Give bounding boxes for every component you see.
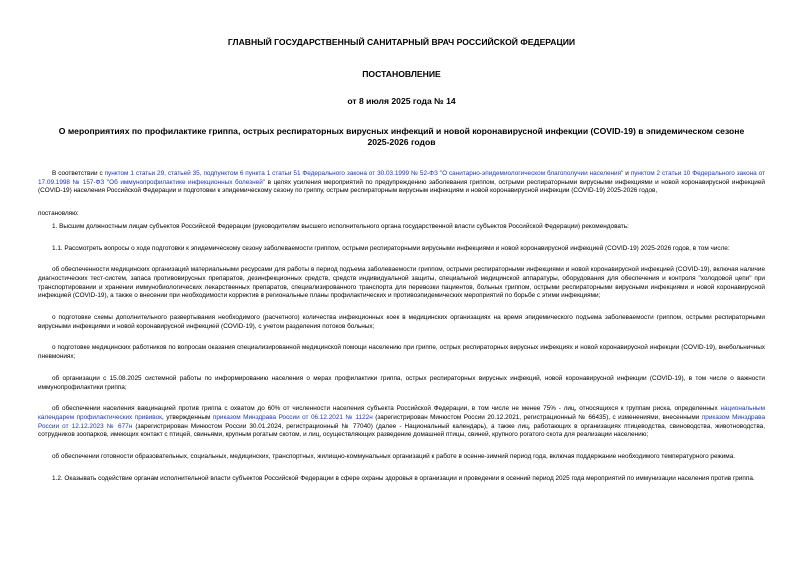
document-date-number: от 8 июля 2025 года № 14 [347, 96, 456, 106]
vaccination-text-3: (зарегистрирован Минюстом России 20.12.2021, регистрационный № 66435), с изменениями, внесенными [372, 413, 702, 421]
paragraph-1-2: 1.2. Оказывать содействие органам исполнительной власти субъектов Российской Федерации в сфере охраны здоровья в организации и проведении в осенний период 2025 года мероприятий по иммунизации населения против гриппа. [52, 474, 755, 482]
subparagraph-vaccination [38, 405, 765, 440]
intro-paragraph [38, 170, 765, 196]
intro-text-3: в целях усиления мероприятий по предупреждению заболевания гриппом, острыми респираторными вирусными инфекциями и новой коронавирусной инфекцией (COVID-19) населения Российской Федерации и подготовки к эпидемическому сезону по гриппу, острым респираторным вирусным инфекциям и новой коронавирусной инфекции (COVID-19) 2025-2026 годов, [38, 178, 765, 195]
law-157fz-link[interactable]: пунктом 2 статьи 10 Федерального закона от 17.09.1998 № 157-ФЗ "Об иммунопрофилактике инфекционных болезней" [38, 170, 766, 186]
paragraph-1: 1. Высшим должностным лицам субъектов Российской Федерации (руководителям высшего исполнительного органа государственной власти субъектов Российской Федерации) рекомендовать: [52, 222, 629, 230]
subparagraph-resources: об обеспеченности медицинских организаций материальными ресурсами для работы в период подъема заболеваемости гриппом, острыми респираторными инфекциями и новой коронавирусной инфекцией (COVID-19), включая наличие диагностических тест-систем, запаса противовирусных препаратов, дезинфекционных средств, средств индивидуальной защиты, специальной медицинской аппаратуры, оборудования для обеспечения и контроля "холодовой цепи" при транспортировании и хранении иммунобиологических лекарственных препаратов, специализированного транспорта для перевозки пациентов, больных гриппом, острыми респираторными вирусными инфекциями и новой коронавирусной инфекцией (COVID-19), а также о внесении при необходимости корректив в региональные планы профилактических и противоэпидемических мероприятий по борьбе с этими инфекциями; [38, 266, 765, 300]
subparagraph-training: о подготовке медицинских работников по вопросам оказания специализированной медицинской помощи населению при гриппе, острых респираторных вирусных инфекциях и новой коронавирусной инфекции (COVID-19), внебольничных пневмониях; [38, 344, 765, 361]
subparagraph-readiness: об обеспечении готовности образовательных, социальных, медицинских, транспортных, жилищно-коммунальных организаций к работе в осенне-зимний период года, включая поддержание необходимого температурного режима. [52, 453, 736, 461]
document-body [38, 170, 765, 483]
paragraph-1-1: 1.1. Рассмотреть вопросы о ходе подготовки к эпидемическому сезону заболеваемости гриппом, острыми респираторными вирусными инфекциями и новой коронавирусной инфекцией (COVID-19) 2025-2026 годов, в том числе: [52, 244, 730, 252]
law-52fz-link[interactable]: пунктом 1 статьи 29, статьей 35, подпунктом 6 пункта 1 статьи 51 Федерального закона от 30.03.1999 № 52-ФЗ "О санитарно-эпидемиологическом благополучии населения" [104, 170, 624, 177]
decree-word: постановляю: [38, 210, 79, 218]
order-1122n-link[interactable]: приказом Минздрава России от 06.12.2021 № 1122н [212, 413, 373, 421]
document-title: О мероприятиях по профилактике гриппа, острых респираторных вирусных инфекций и новой коронавирусной инфекции (COVID-19) в эпидемическом сезоне 2025-2026 годов [58, 126, 745, 147]
vaccination-text-2: , утвержденным [161, 413, 213, 421]
issuing-agency: ГЛАВНЫЙ ГОСУДАРСТВЕННЫЙ САНИТАРНЫЙ ВРАЧ РОССИЙСКОЙ ФЕДЕРАЦИИ [227, 37, 576, 47]
intro-text-2: и [623, 170, 631, 177]
order-677n-link[interactable]: приказом Минздрава России от 12.12.2023 № 677н [38, 413, 766, 430]
vaccination-text-1: об обеспечении населения вакцинацией против гриппа с охватом до 60% от численности населения субъекта Российской Федерации, в том числе не менее 75% - лиц, относящихся к группам риска, определенных [52, 405, 721, 413]
national-calendar-link[interactable]: национальным календарем профилактических прививок [38, 405, 765, 421]
vaccination-text-4: (зарегистрирован Минюстом России 30.01.2024, регистрационный № 77040) (далее - Национальный календарь), а также лиц, работающих в организациях птицеводства, свиноводства, животноводства, сотрудников зоопарков, имеющих контакт с птицей, свиньями, крупным рогатым скотом, и лиц, осуществляющих разведение домашней птицы, свиней, крупного рогатого скота для реализации населению; [38, 422, 765, 439]
subparagraph-informing: об организации с 15.08.2025 системной работы по информированию населения о мерах профилактики гриппа, острых респираторных вирусных инфекций, новой коронавирусной инфекции (COVID-19), в том числе о важности иммунопрофилактики гриппа; [38, 374, 765, 391]
intro-text-1: В соответствии с [52, 170, 105, 177]
document-type: ПОСТАНОВЛЕНИЕ [362, 69, 441, 79]
subparagraph-beds: о подготовке схемы дополнительного развертывания необходимого (расчетного) количества инфекционных коек в медицинских организациях на время эпидемического подъема заболеваемости гриппом, острыми респираторными вирусными инфекциями и новой коронавирусной инфекцией (COVID-19), с учетом разделения потоков больных; [38, 314, 765, 330]
